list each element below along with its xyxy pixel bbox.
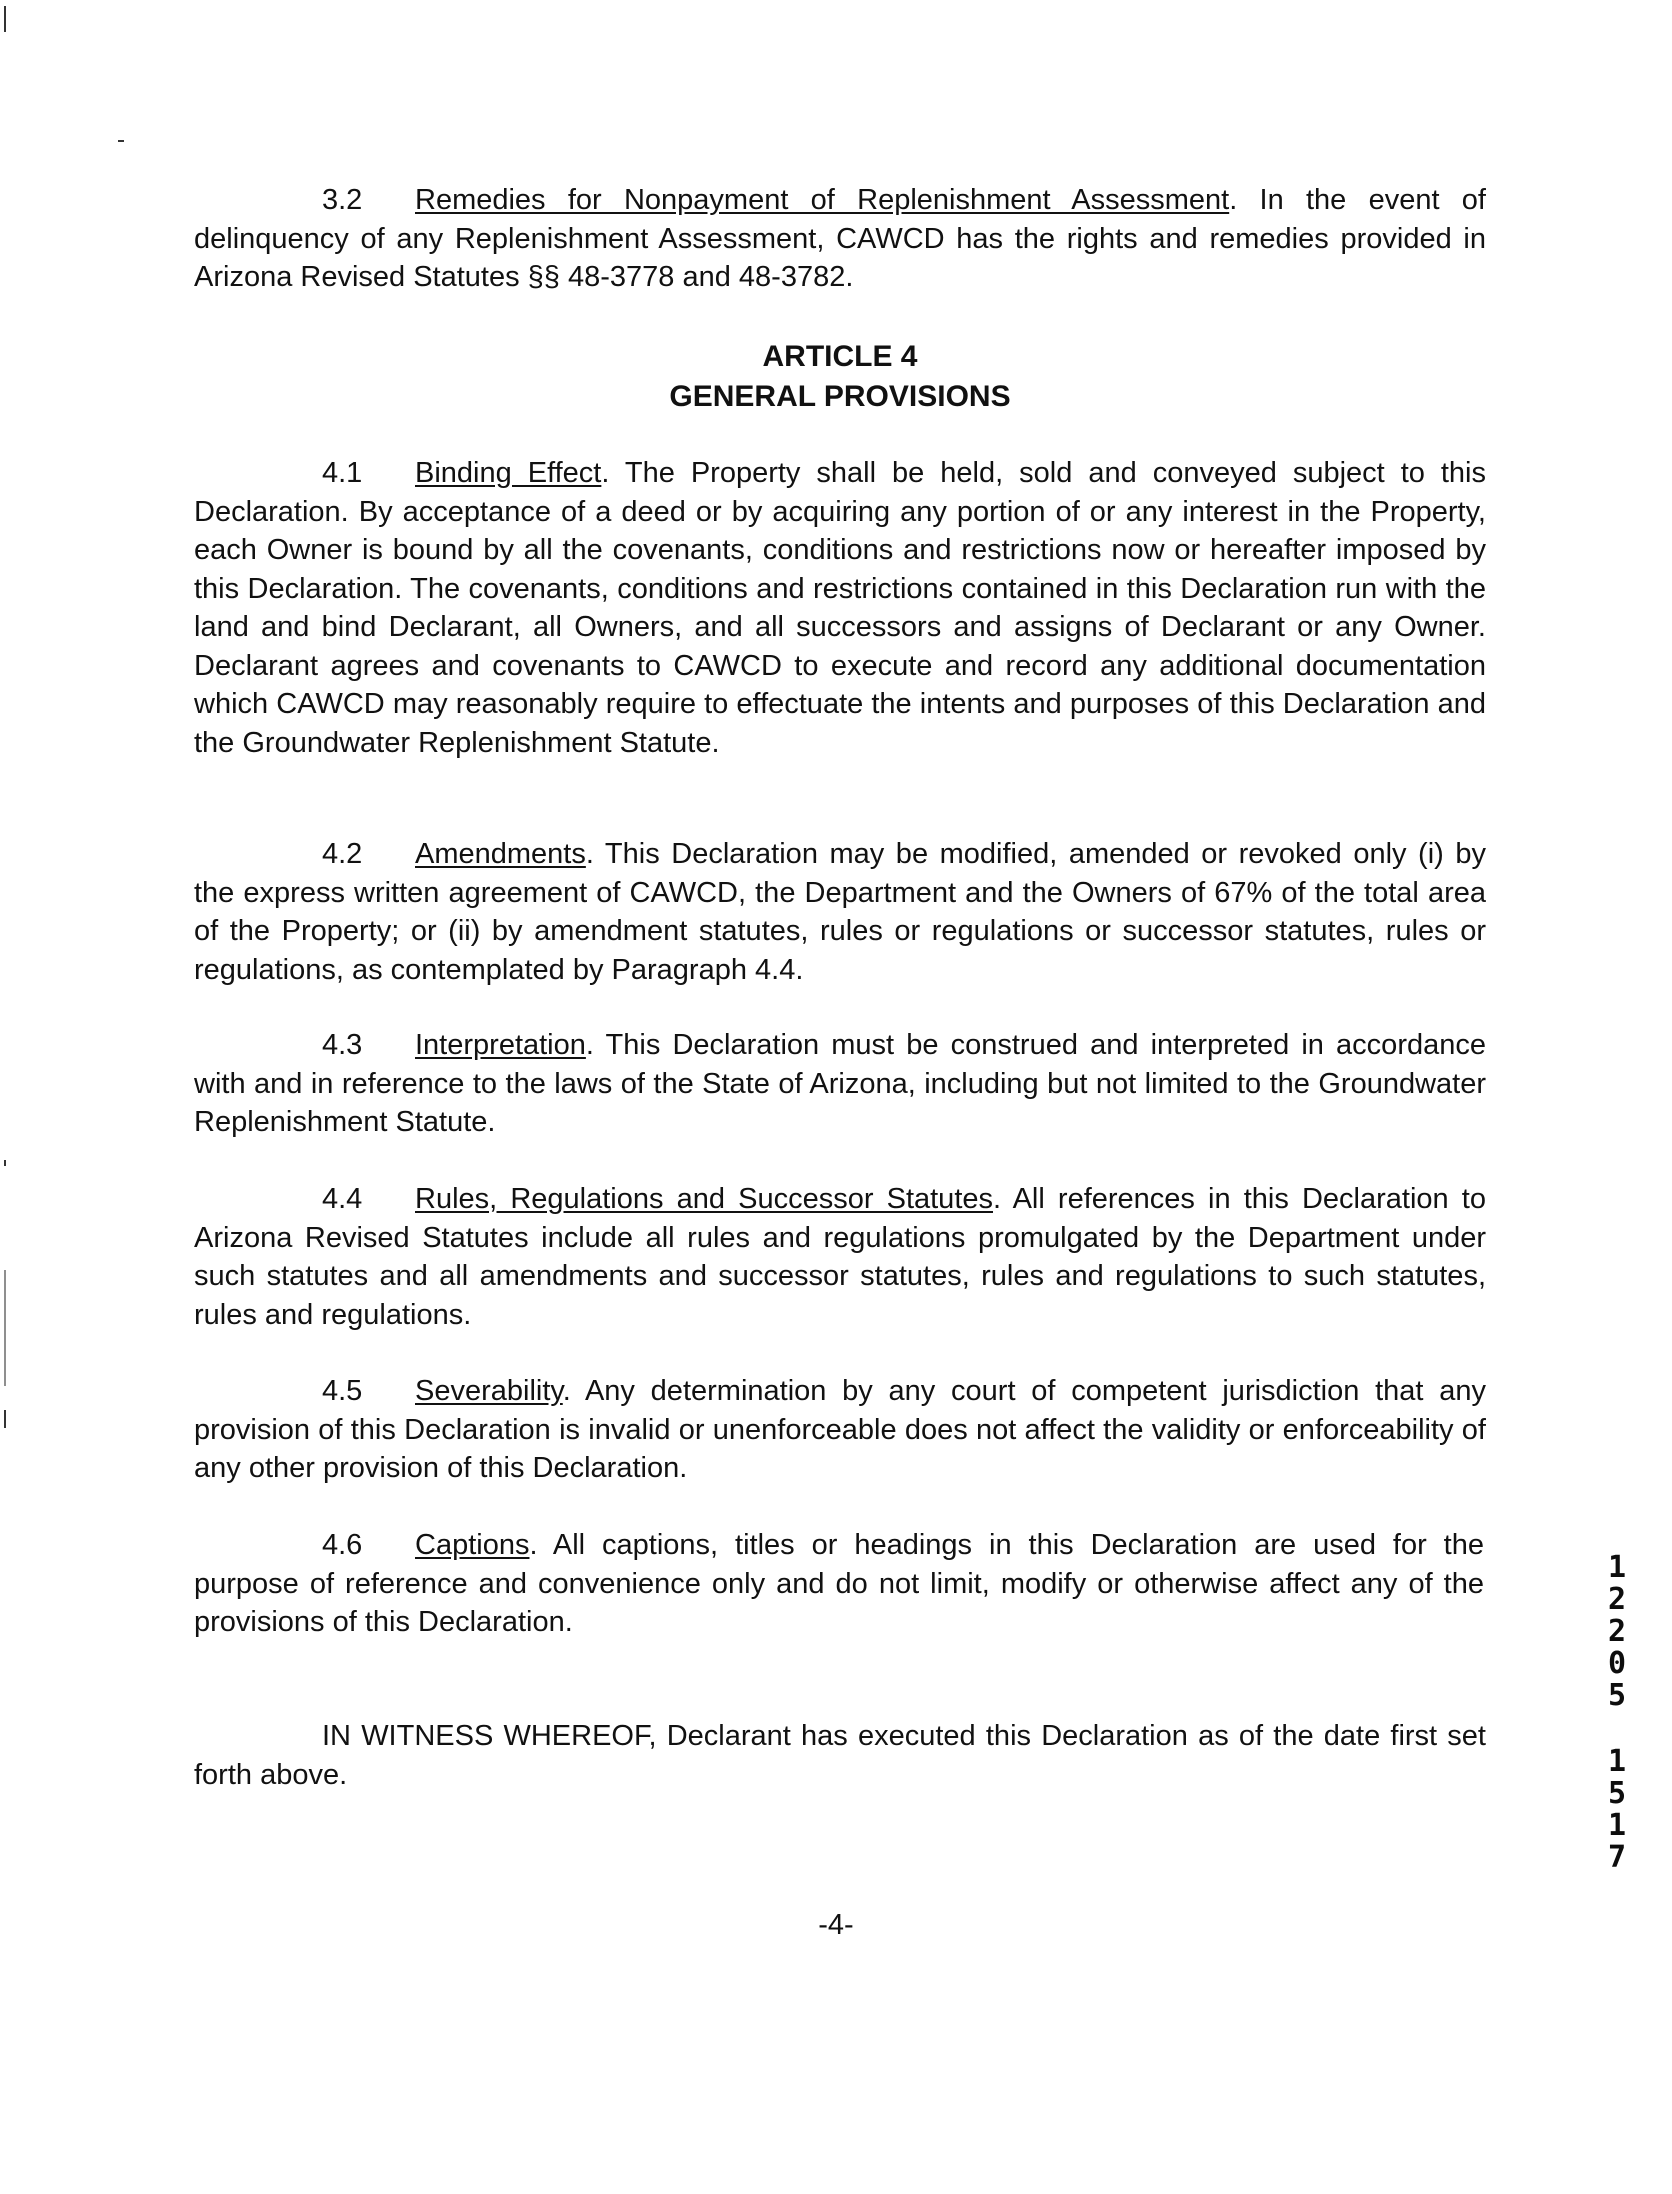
stamp-digit: 1 (1607, 1808, 1627, 1843)
stamp-digit: 1 (1607, 1744, 1627, 1779)
section-4-1 (194, 454, 1486, 762)
section-number: 4.1 (322, 457, 363, 489)
section-text: . All references in this Declaration to Arizona Revised Statutes include all rules and regulations promulgated by the Department under such statutes and all amendments and successor statutes, rules and regulations to such statutes, rules and regulations. (194, 1183, 1486, 1331)
witness-clause (194, 1717, 1486, 1794)
recording-stamp-upper (1600, 1552, 1634, 1712)
section-4-2 (194, 835, 1486, 989)
stamp-digit: 7 (1607, 1840, 1627, 1875)
section-number: 4.4 (322, 1183, 363, 1215)
section-text: . All captions, titles or headings in this Declaration are used for the purpose of reference and convenience only and do not limit, modify or otherwise affect any of the provisions of this Declaration. (194, 1529, 1484, 1638)
scan-edge-mark (118, 140, 124, 142)
article-title: ARTICLE 4 (762, 340, 918, 373)
witness-text: IN WITNESS WHEREOF, Declarant has executed this Declaration as of the date first set forth above. (194, 1720, 1486, 1791)
stamp-digit: 5 (1607, 1776, 1627, 1811)
section-number: 4.2 (322, 838, 363, 870)
stamp-digit: 5 (1607, 1678, 1627, 1713)
section-text: . The Property shall be held, sold and conveyed subject to this Declaration. By acceptance of a deed or by acquiring any portion of or any interest in the Property, each Owner is bound by all the covenants, conditions and restrictions now or hereafter imposed by this Declaration. The covenants, conditions and restrictions contained in this Declaration run with the land and bind Declarant, all Owners, and all successors and assigns of Declarant or any Owner. Declarant agrees and covenants to CAWCD to execute and record any additional documentation which CAWCD may reasonably require to effectuate the intents and purposes of this Declaration and the Groundwater Replenishment Statute. (194, 457, 1487, 759)
section-4-6 (194, 1526, 1484, 1642)
scan-edge-mark (4, 1410, 6, 1428)
section-number: 3.2 (322, 184, 363, 216)
section-number: 4.3 (322, 1029, 363, 1061)
scan-edge-mark (4, 1160, 6, 1166)
section-text: . Any determination by any court of competent jurisdiction that any provision of this Declaration is invalid or unenforceable does not affect the validity or enforceability of any other provision of this Declaration. (194, 1375, 1486, 1484)
section-number: 4.5 (322, 1375, 363, 1407)
section-4-4 (194, 1180, 1486, 1334)
section-caption: Remedies for Nonpayment of Replenishment Assessment (415, 184, 1230, 216)
section-3-2 (194, 181, 1486, 297)
section-text: . This Declaration may be modified, amended or revoked only (i) by the express written agreement of CAWCD, the Department and the Owners of 67% of the total area of the Property; or (ii) by amendment statutes, rules or regulations or successor statutes, rules or regulations, as contemplated by Paragraph 4.4. (194, 838, 1486, 986)
stamp-digit: 0 (1607, 1646, 1627, 1681)
section-caption: Severability (415, 1375, 563, 1407)
stamp-digit: 2 (1607, 1582, 1627, 1617)
section-caption: Captions (415, 1529, 530, 1561)
page-number: -4- (818, 1909, 854, 1941)
stamp-digit: 2 (1607, 1614, 1627, 1649)
section-caption: Amendments (415, 838, 586, 870)
stamp-digit: 1 (1607, 1550, 1627, 1585)
recording-stamp-lower (1600, 1746, 1634, 1874)
section-4-5 (194, 1372, 1486, 1488)
section-4-3 (194, 1026, 1486, 1142)
scan-edge-mark (4, 1270, 6, 1386)
section-caption: Binding Effect (415, 457, 602, 489)
article-subtitle: GENERAL PROVISIONS (669, 380, 1011, 413)
section-number: 4.6 (322, 1529, 363, 1561)
section-caption: Rules, Regulations and Successor Statutes (415, 1183, 993, 1215)
section-text: . This Declaration must be construed and interpreted in accordance with and in reference to the laws of the State of Arizona, including but not limited to the Groundwater Replenishment Statute. (194, 1029, 1486, 1138)
article-heading (194, 337, 1486, 417)
section-text: . In the event of delinquency of any Replenishment Assessment, CAWCD has the rights and remedies provided in Arizona Revised Statutes §§ 48-3778 and 48-3782. (194, 184, 1486, 293)
scan-edge-mark (4, 6, 6, 32)
section-caption: Interpretation (415, 1029, 586, 1061)
